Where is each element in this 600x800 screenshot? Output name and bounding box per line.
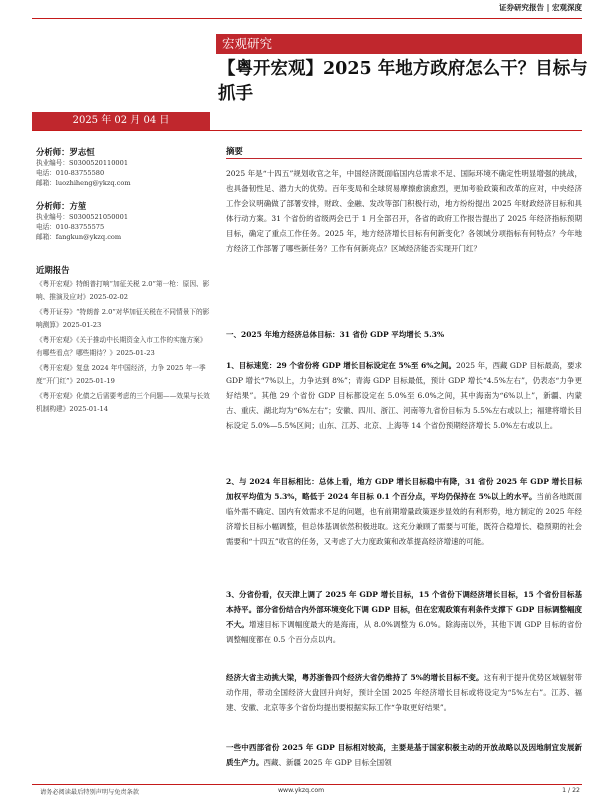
analyst-name: 分析师：方堃 <box>36 201 87 211</box>
recent-report-link[interactable]: 《粤开证券》“特朗普 2.0”对华加征关税在不同情景下的影响测算》2025-01-23 <box>36 308 210 329</box>
section-title: 一、2025 年地方经济总体目标：31 省份 GDP 平均增长 5.3% <box>226 330 445 339</box>
point-4-lead: 经济大省主动挑大梁，粤苏浙鲁四个经济大省仍维持了 5%的增长目标不变。 <box>226 673 484 682</box>
recent-report-link[interactable]: 《粤开宏观》特朗普打响“加征关税 2.0”第一枪：原因、影响、推演及应对》2025-02-02 <box>36 280 210 301</box>
recent-reports-heading: 近期报告 <box>36 265 70 275</box>
point-1-text: 2025 年，西藏 GDP 目标最高，要求 GDP 增长“7%以上，力争达到 8%”；青海 GDP 目标最低，预计 GDP 增长“4.5%左右”，仍表态“力争更好结果”。其他 29 个省份 GDP 目标都设定在 5.0%至 6.0%之间，其中海南为“6%以上”，新疆、内蒙古、重庆、湖北均为“6%左右”；安徽、四川、浙江、河南等九省份目标为 5.5%左右或以上；福建将增长目标设定 5.0%—5.5%区间；山东、江苏、北京、上海等 14 个省份预期经济增长 5.0%左右或以上。 <box>226 361 583 430</box>
point-5-text: 西藏、新疆 2025 年 GDP 目标全国领 <box>263 758 392 767</box>
recent-report-link[interactable]: 《粤开宏观》复盘 2024 年中国经济，力争 2025 年一季度“开门红”》2025-01-19 <box>36 364 206 385</box>
point-4 <box>226 670 582 715</box>
section-1-heading <box>226 327 582 342</box>
point-3-text: 增速目标下调幅度最大的是海南，从 8.0%调整为 6.0%。除海南以外，其他下调 GDP 目标的省份调整幅度都在 0.5 个百分点以内。 <box>226 620 583 644</box>
summary-divider <box>226 158 582 159</box>
recent-report-link[interactable]: 《粤开宏观》《关于推动中长期资金入市工作的实施方案》有哪些看点？哪些期待？》2025-01-23 <box>36 336 207 357</box>
page-number: 1 / 22 <box>562 787 580 794</box>
category-banner: 宏观研究 <box>216 34 582 54</box>
report-date: 2025 年 02 月 04 日 <box>32 112 210 130</box>
point-5 <box>226 740 582 770</box>
analyst-phone: 电话：010-83755575 <box>36 223 105 231</box>
point-4-text: 这有利于提升优势区域辐射带动作用，带动全国经济大盘回升向好，预计全国 2025 年经济增长目标或将设定为“5%左右”。江苏、福建、安徽、北京等多个省份均提出要根据实际工作“争取更好结果”。 <box>226 673 582 712</box>
analyst-name: 分析师：罗志恒 <box>36 147 95 157</box>
recent-reports-list <box>36 278 212 418</box>
footer-divider <box>32 784 582 785</box>
report-type-label: 证券研究报告 | 宏观深度 <box>499 3 582 12</box>
summary-intro <box>226 166 582 256</box>
analyst-email[interactable]: 邮箱：fangkun@ykzq.com <box>36 233 122 241</box>
footer-disclaimer[interactable]: 请务必阅读最后特别声明与免责条款 <box>40 789 139 796</box>
point-2-text: 当前各地既面临外需不确定、国内有效需求不足的问题，也有前期增量政策逐步显效的有利形势，地方制定的 2025 年经济增长目标小幅调整，但总体基调依然积极进取。这充分兼顾了需要与可能，既符合稳增长、稳预期的社会需要和“十四五”收官的任务，又考虑了大力度政策和改革提高经济增速的可能。 <box>226 492 582 546</box>
point-2-lead: 2、与 2024 年目标相比：总体上看，地方 GDP 增长目标稳中有降，31 省份 2025 年 GDP 增长目标加权平均值为 5.3%，略低于 2024 年目标 0.1 个百分点，平均仍保持在 5%以上的水平。 <box>226 477 582 501</box>
analyst-phone: 电话：010-83755580 <box>36 169 105 177</box>
footer-url[interactable]: www.ykzq.com <box>278 787 325 794</box>
point-5-lead: 一些中西部省份 2025 年 GDP 目标相对较高，主要是基于国家积极主动的开放战略以及因地制宜发展新质生产力。 <box>226 743 582 767</box>
recent-report-link[interactable]: 《粤开宏观》化债之后需要考虑的三个问题——效果与长效机制构建》2025-01-14 <box>36 392 210 413</box>
point-3 <box>226 587 582 647</box>
analyst-email[interactable]: 邮箱：luozhiheng@ykzq.com <box>36 179 131 187</box>
analyst-card <box>36 146 210 188</box>
summary-heading: 摘要 <box>226 146 243 156</box>
analyst-cert: 执业编号：S0300520110001 <box>36 159 129 167</box>
point-1-lead: 1、目标速览：29 个省份将 GDP 增长目标设定在 5%至 6%之间。 <box>226 361 456 370</box>
intro-paragraph: 2025 年是“十四五”规划收官之年，中国经济既面临国内总需求不足、国际环境不确定性明显增强的挑战，也具备韧性足、潜力大的优势。百年变局和全球贸易摩擦愈演愈烈，更加考验政策和改革的应对，中央经济工作会议明确做了部署安排，财政、金融、发改等部门积极行动，地方纷纷提出 2025 年财政经济目标和具体行动方案。31 个省份的省级两会已于 1 月全部召开，各省的政府工作报告提出了 2025 年经济指标预期目标，确定了重点工作任务。2025 年，地方经济增长目标有何新变化？各领域分项指标有何特点？今年地方经济工作部署了哪些新任务？工作有何新亮点？区域经济能否实现开门红？ <box>226 169 582 253</box>
point-2 <box>226 474 582 549</box>
analyst-card <box>36 200 210 242</box>
point-3-lead: 3、分省份看，仅天津上调了 2025 年 GDP 增长目标，15 个省份下调经济增长目标，15 个省份目标基本持平。部分省份结合内外部环境变化下调 GDP 目标，但在宏观政策有利条件支撑下 GDP 目标调整幅度不大。 <box>226 590 582 629</box>
analyst-cert: 执业编号：S0300521050001 <box>36 213 129 221</box>
header-divider <box>32 18 582 19</box>
point-1 <box>226 358 582 433</box>
report-title: 【粤开宏观】2025 年地方政府怎么干？目标与抓手 <box>218 59 588 104</box>
date-divider <box>32 130 582 131</box>
